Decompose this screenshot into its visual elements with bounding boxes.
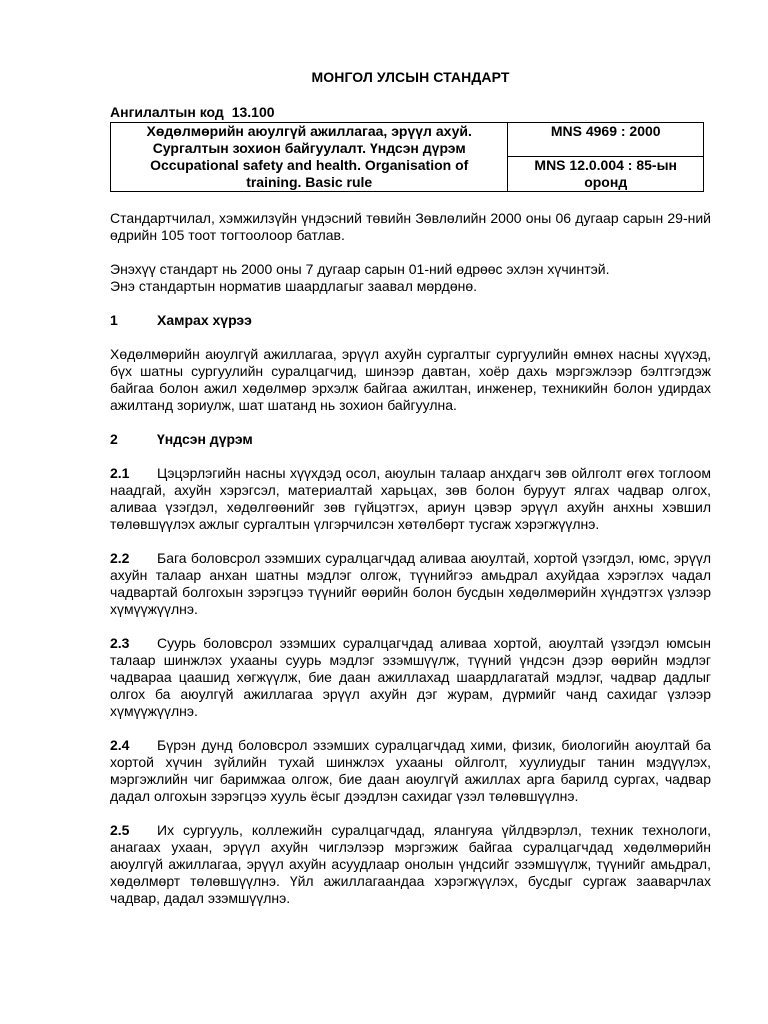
effective-line: Энэ стандартын норматив шаардлагыг заавал мөрдөнө. <box>110 278 478 294</box>
clause-text: Цэцэрлэгийн насны хүүхдэд осол, аюулын талаар анхдагч зөв ойлголт өгөх тоглоом наадгай, ахуйн хэрэгсэл, материалтай харьцах, зөв болон буруут ялгах чадвар олгох, аливаа үзэгдэл, хөдөлгөөнийг зөв гүйцэтгэх, ариун цэвэр эрүүл ахуйн анхны хэвшил төлөвшүүлэх ажлыг сургалтын үлгэрчилсэн хөтөлбөрт тусгаж хэрэгжүүлнэ. <box>110 465 711 532</box>
clause-paragraph <box>110 635 711 720</box>
standard-title-cell <box>111 123 508 192</box>
section-title: Үндсэн дүрэм <box>157 431 253 447</box>
approval-paragraph: Стандартчилал, хэмжилзүйн үндэсний төвийн Зөвлөлийн 2000 оны 06 дугаар сарын 29-ний өдрийн 105 тоот тогтоолоор батлав. <box>110 210 711 243</box>
clause-number: 2.3 <box>110 635 130 651</box>
document-title: МОНГОЛ УЛСЫН СТАНДАРТ <box>311 69 510 85</box>
classification-value: 13.100 <box>231 104 275 120</box>
clause-text: Бага боловсрол эзэмших суралцагчдад аливаа аюултай, хортой үзэгдэл, юмс, эрүүл ахуйн талаар анхан шатны мэдлэг олгож, түүнийгээ амьдрал ахуйдаа хэрэглэх чадал чадвартай болгохын зэрэгцээ түүнийг өөрийн болон бусдын хөдөлмөрийн хүндэтгэх үзлээр хүмүүжүүлнэ. <box>110 550 711 617</box>
standard-title-line: Хөдөлмөрийн аюулгүй ажиллагаа, эрүүл ахуй. <box>146 123 472 139</box>
replaces-standard <box>512 157 699 191</box>
standard-title-line: Occupational safety and health. Organisation of <box>150 157 469 173</box>
standard-number-cell <box>508 123 704 192</box>
section-heading-basic-rules <box>110 431 711 448</box>
standard-header-table <box>110 122 704 192</box>
section-heading-scope <box>110 312 711 329</box>
section-number: 1 <box>110 312 118 328</box>
effective-paragraph <box>110 261 711 295</box>
clause-paragraph <box>110 550 711 618</box>
standard-title-line: Сургалтын зохион байгуулалт. Үндсэн дүрэм <box>152 140 466 156</box>
section-title: Хамрах хүрээ <box>157 312 252 328</box>
standard-number: MNS 4969 : 2000 <box>508 123 703 157</box>
classification-label: Ангилалтын код <box>110 104 224 120</box>
clause-text: Бүрэн дунд боловсрол эзэмших суралцагчдад хими, физик, биологийн аюултай ба хортой хүчин зүйлийн тухай шинжлэх ухааны ойлголт, хуулиудыг танин мэдүүлэх, мэргэжлийн чиг баримжаа олгож, бие даан аюулгүй ажиллах арга барилд сургах, чадвар дадал олгохын зэрэгцээ хууль ёсыг дээдлэн сахидаг үзэл төлөвшүүлнэ. <box>110 737 711 804</box>
clause-number: 2.5 <box>110 822 130 838</box>
clause-paragraph <box>110 465 711 533</box>
standard-title-line: training. Basic rule <box>246 174 373 190</box>
clause-number: 2.1 <box>110 465 130 481</box>
scope-paragraph: Хөдөлмөрийн аюулгүй ажиллагаа, эрүүл ахуйн сургалтыг сургуулийн өмнөх насны хүүхэд, бүх шатны сургуулийн суралцагчид, шинээр давтан, хоёр дахь мэргэжлээр бэлтгэгдэж байгаа болон ажил хөдөлмөр эрхэлж байгаа ажилтан, инженер, техникийн болон удирдах ажилтанд зориулж, шат шатанд нь зохион байгуулна. <box>110 346 711 413</box>
section-number: 2 <box>110 431 118 447</box>
clause-number: 2.4 <box>110 737 130 753</box>
replaces-line: MNS 12.0.004 : 85-ын <box>534 157 677 173</box>
clause-paragraph <box>110 737 711 805</box>
replaces-line: оронд <box>584 174 628 190</box>
clause-text: Суурь боловсрол эзэмших суралцагчдад аливаа хортой, аюултай үзэгдэл юмсын талаар шинжлэх ухааны суурь мэдлэг эзэмшүүлж, түүний үндсэн дээр өөрийн мэдлэг чадвараа цаашид хөгжүүлж, бие даан ажиллахад шаардлагатай мэдлэг, чадвар дадлыг олгох ба аюулгүй ажиллагаа эрүүл ахуйн дэг журам, дүрмийг чанд сахидаг үзлээр хүмүүжүүлнэ. <box>110 635 711 719</box>
classification-code <box>110 104 711 121</box>
clause-text: Их сургууль, коллежийн суралцагчдад, ялангуяа үйлдвэрлэл, техник технологи, анагаах ухаан, эрүүл ахуйн чиглэлээр мэргэжиж байгаа суралцагчдад хөдөлмөрийн аюулгүй ажиллагаа, эрүүл ахуйн асуудлаар онолын үндсийг эзэмшүүлж, түүнийг амьдрал, хөдөлмөрт төлөвшүүлнэ. Үйл ажиллагаандаа хэрэгжүүлэх, бусдыг сургаж зааварчлах чадвар, дадал эзэмшүүлнэ. <box>110 822 711 906</box>
effective-line: Энэхүү стандарт нь 2000 оны 7 дугаар сарын 01-ний өдрөөс эхлэн хүчинтэй. <box>110 261 610 277</box>
clause-paragraph <box>110 822 711 907</box>
clause-number: 2.2 <box>110 550 130 566</box>
